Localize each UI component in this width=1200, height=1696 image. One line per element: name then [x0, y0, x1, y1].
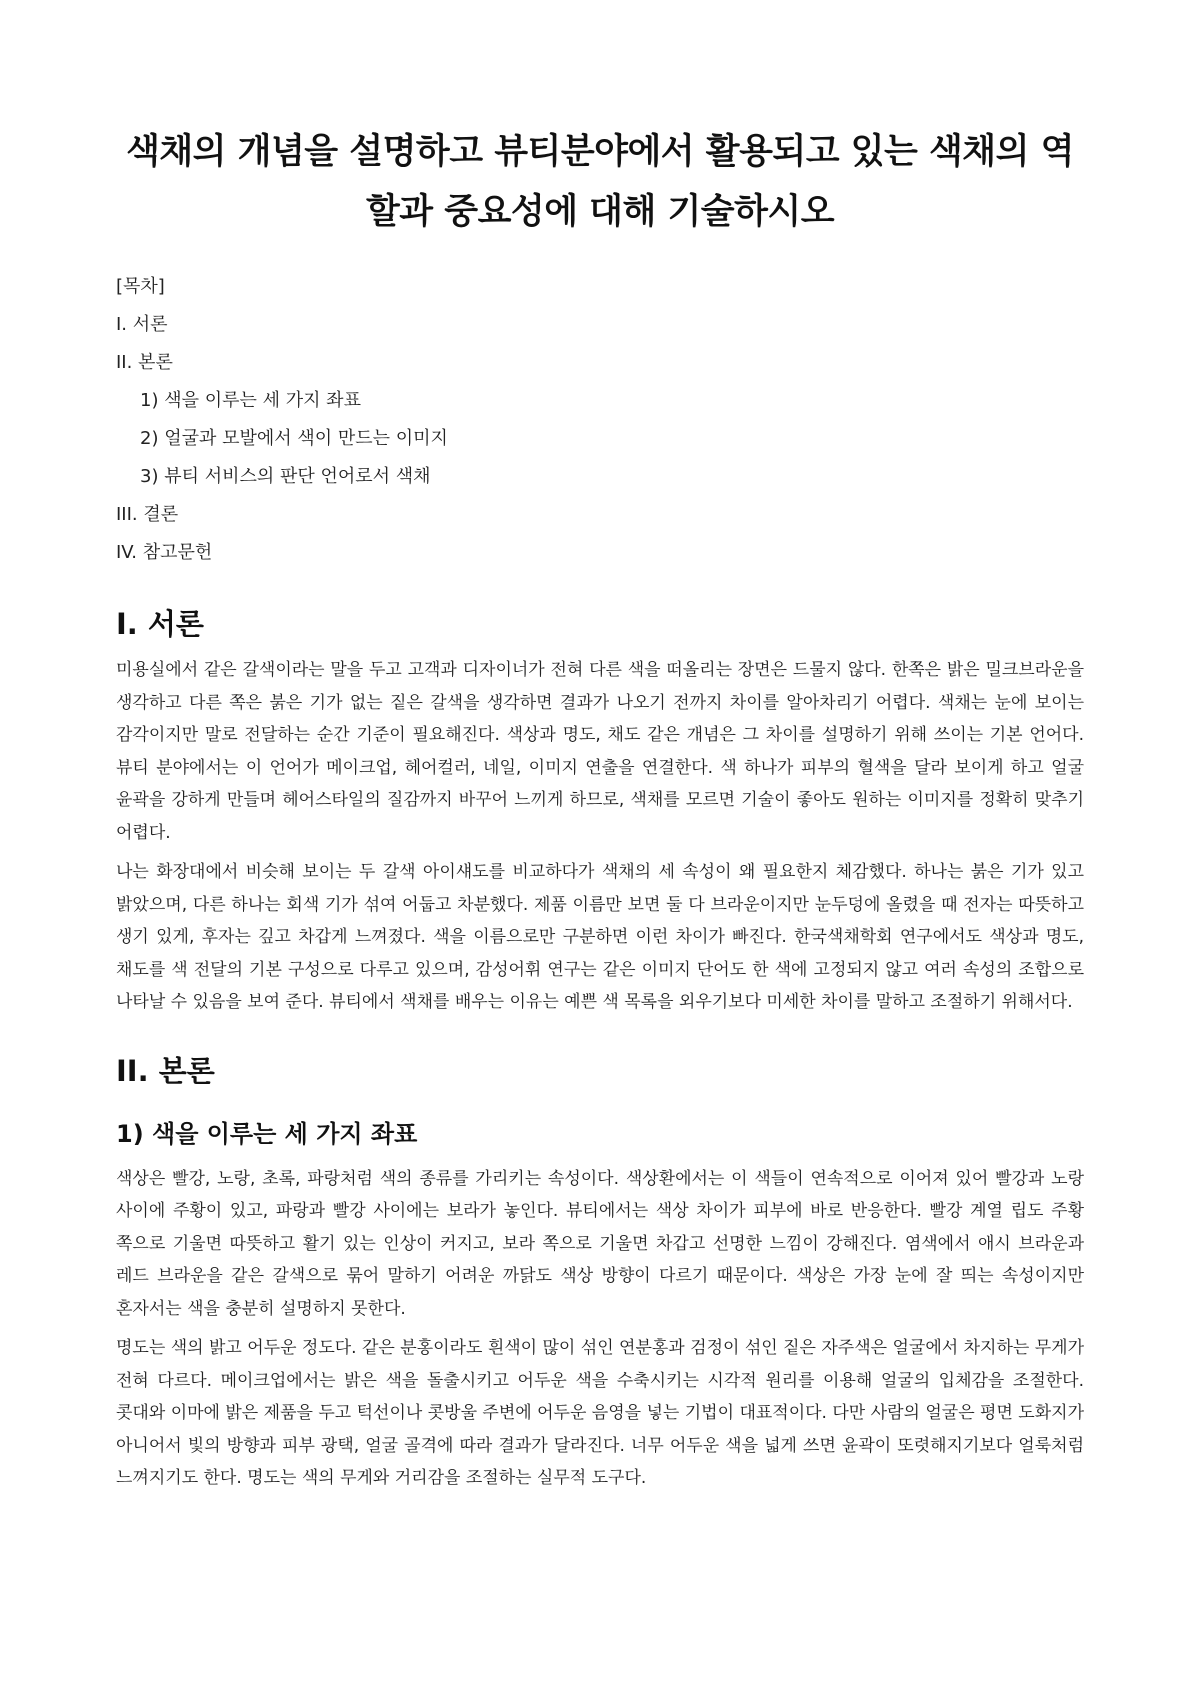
intro-paragraph-2: 나는 화장대에서 비슷해 보이는 두 갈색 아이섀도를 비교하다가 색채의 세 속성이 왜 필요한지 체감했다. 하나는 붉은 기가 있고 밝았으며, 다른 하나는 회색 기가 섞여 어둡고 차분했다. 제품 이름만 보면 둘 다 브라운이지만 눈두덩에 올렸을 때 전자는 따뜻하고 생기 있게, 후자는 깊고 차갑게 느껴졌다. 색을 이름으로만 구분하면 이런 차이가 빠진다. 한국색채학회 연구에서도 색상과 명도, 채도를 색 전달의 기본 구성으로 다루고 있으며, 감성어휘 연구는 같은 이미지 단어도 한 색에 고정되지 않고 여러 속성의 조합으로 나타날 수 있음을 보여 준다. 뷰티에서 색채를 배우는 이유는 예쁜 색 목록을 외우기보다 미세한 차이를 말하고 조절하기 위해서다. [116, 862, 1084, 1012]
section-heading-intro: I. 서론 [116, 607, 204, 641]
toc-item-conclusion: III. 결론 [116, 504, 179, 525]
intro-paragraph-1: 미용실에서 같은 갈색이라는 말을 두고 고객과 디자이너가 전혀 다른 색을 떠올리는 장면은 드물지 않다. 한쪽은 밝은 밀크브라운을 생각하고 다른 쪽은 붉은 기가 없는 짙은 갈색을 생각하면 결과가 나오기 전까지 차이를 알아차리기 어렵다. 색채는 눈에 보이는 감각이지만 말로 전달하는 순간 기준이 필요해진다. 색상과 명도, 채도 같은 개념은 그 차이를 설명하기 위해 쓰이는 기본 언어다. 뷰티 분야에서는 이 언어가 메이크업, 헤어컬러, 네일, 이미지 연출을 연결한다. 색 하나가 피부의 혈색을 달라 보이게 하고 얼굴 윤곽을 강하게 만들며 헤어스타일의 질감까지 바꾸어 느끼게 하므로, 색채를 모르면 기술이 좋아도 원하는 이미지를 정확히 맞추기 어렵다. [116, 660, 1084, 843]
document-title: 색채의 개념을 설명하고 뷰티분야에서 활용되고 있는 색채의 역할과 중요성에 대해 기술하시오 [126, 132, 1074, 232]
section-heading-body: II. 본론 [116, 1053, 215, 1088]
body-paragraph-hue: 색상은 빨강, 노랑, 초록, 파랑처럼 색의 종류를 가리키는 속성이다. 색상환에서는 이 색들이 연속적으로 이어져 있어 빨강과 노랑 사이에 주황이 있고, 파랑과 빨강 사이에는 보라가 놓인다. 뷰티에서는 색상 차이가 피부에 바로 반응한다. 빨강 계열 립도 주황 쪽으로 기울면 따뜻하고 활기 있는 인상이 커지고, 보라 쪽으로 기울면 차갑고 선명한 느낌이 강해진다. 염색에서 애시 브라운과 레드 브라운을 같은 갈색으로 묶어 말하기 어려운 까닭도 색상 방향이 다르기 때문이다. 색상은 가장 눈에 잘 띄는 속성이지만 혼자서는 색을 충분히 설명하지 못한다. [116, 1168, 1084, 1319]
toc-item-body-1: 1) 색을 이루는 세 가지 좌표 [140, 390, 361, 411]
toc-item-intro: I. 서론 [116, 314, 168, 335]
toc-heading: [목차] [116, 276, 165, 297]
toc-item-body-3: 3) 뷰티 서비스의 판단 언어로서 색채 [140, 466, 431, 487]
subsection-heading-1: 1) 색을 이루는 세 가지 좌표 [116, 1119, 418, 1148]
table-of-contents [116, 268, 1084, 572]
toc-item-body: II. 본론 [116, 352, 173, 373]
toc-item-body-2: 2) 얼굴과 모발에서 색이 만드는 이미지 [140, 428, 448, 449]
toc-item-references: IV. 참고문헌 [116, 542, 213, 563]
body-paragraph-value: 명도는 색의 밝고 어두운 정도다. 같은 분홍이라도 흰색이 많이 섞인 연분홍과 검정이 섞인 짙은 자주색은 얼굴에서 차지하는 무게가 전혀 다르다. 메이크업에서는 밝은 색을 돌출시키고 어두운 색을 수축시키는 시각적 원리를 이용해 얼굴의 입체감을 조절한다. 콧대와 이마에 밝은 제품을 두고 턱선이나 콧방울 주변에 어두운 음영을 넣는 기법이 대표적이다. 다만 사람의 얼굴은 평면 도화지가 아니어서 빛의 방향과 피부 광택, 얼굴 골격에 따라 결과가 달라진다. 너무 어두운 색을 넓게 쓰면 윤곽이 또렷해지기보다 얼룩처럼 느껴지기도 한다. 명도는 색의 무게와 거리감을 조절하는 실무적 도구다. [116, 1338, 1084, 1488]
